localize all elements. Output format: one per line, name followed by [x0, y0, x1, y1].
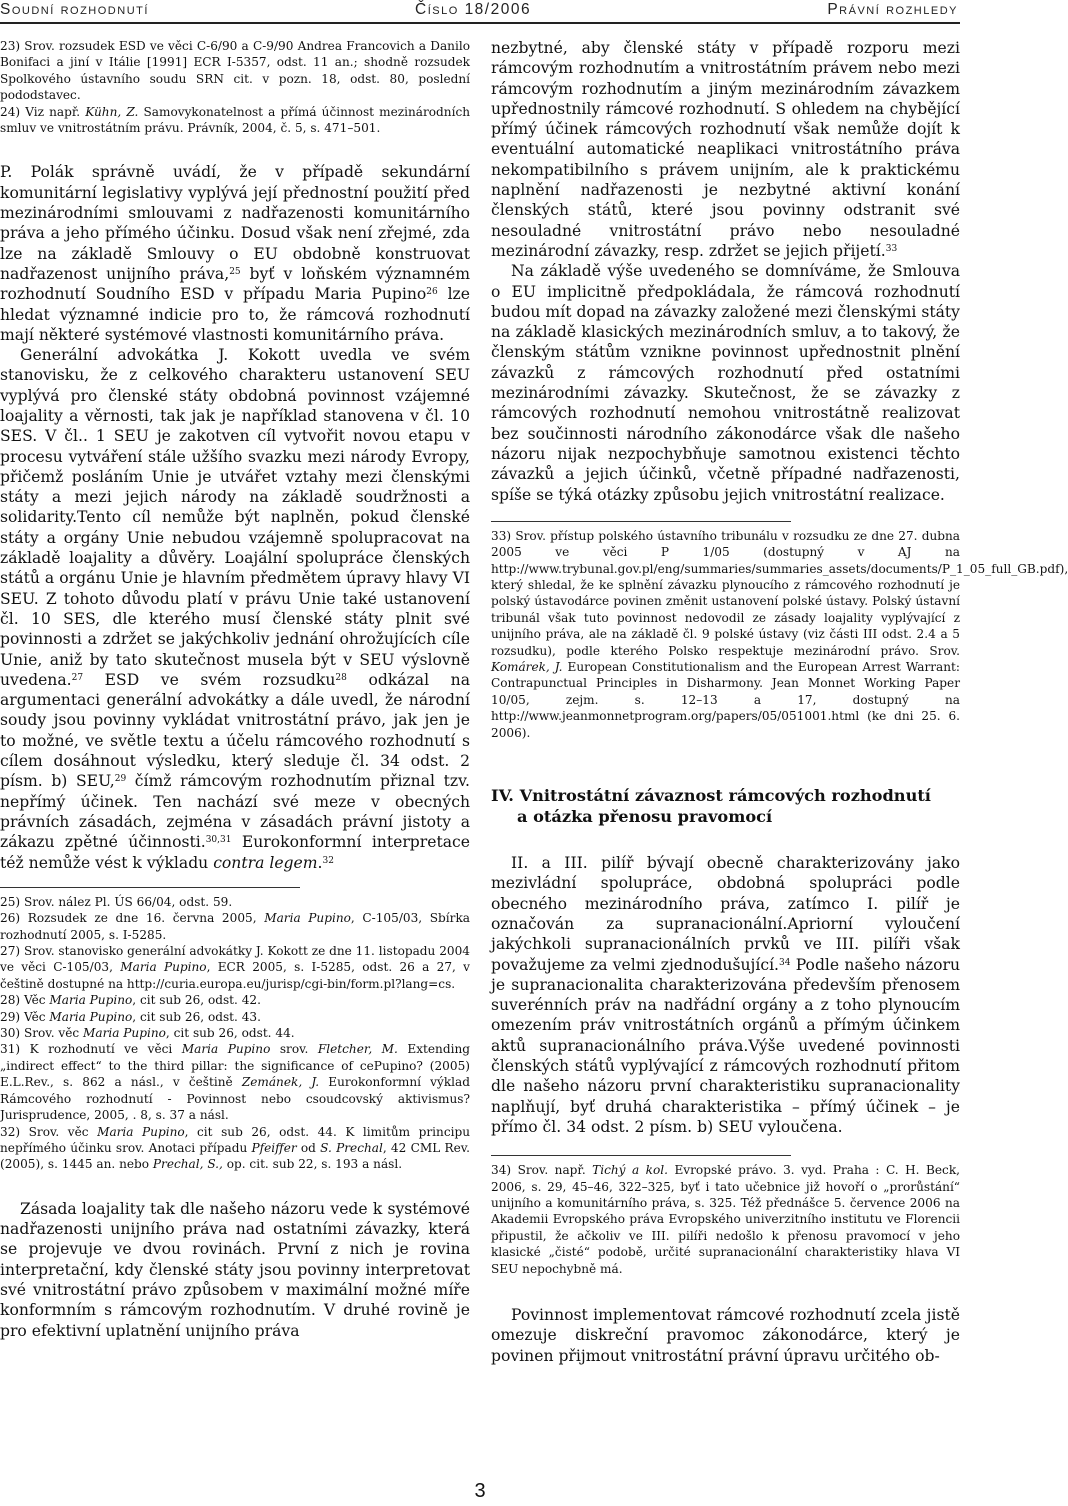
footnote-27: 27) Srov. stanovisko generální advokátky J. Kokott ze dne 11. listopadu 2004 ve věci C-105/03, Maria Pupino, ECR 2005, s. I-5285, odst. 26 a 27, v češtině dostupné na http://curia.europa.eu/jurisp/cgi-bin/form.pl?lang=cs.	[0, 944, 471, 991]
footnote-31: 31) K rozhodnutí ve věci Maria Pupino srov. Fletcher, M. Extending „indirect effect“ to the third pillar: the significance of cePupino? (2005) E.L.Rev., s. 862 a násl., v češtině Zemánek, J. Eurokonformní výklad Rámcového rozhodnutí - Povinnost nebo csoudcovský aktivismus? Jurisprudence, 2005, . 8, s. 37 a násl.	[0, 1042, 470, 1123]
footnote-26: 26) Rozsudek ze dne 16. června 2005, Maria Pupino, C-105/03, Sbírka rozhodnutí 2005, s. I-5285.	[0, 911, 470, 942]
header-issue: Číslo 18/2006	[415, 1, 532, 18]
header-section: Soudní rozhodnutí	[0, 1, 149, 18]
page-number: 3	[474, 1480, 486, 1502]
footnote-24: 24) Viz např. Kühn, Z. Samovykonatelnost a přímá účinnost mezinárodních smluv ve vnitrostátním právu. Právník, 2004, č. 5, s. 471–501.	[0, 104, 471, 136]
paragraph-continuation: nezbytné, aby členské státy v případě rozporu mezi rámcovým rozhodnutím a vnitrostátním právem nebo mezi rámcovým rozhodnutím a jiným mezinárodním závazkem upřednostnily rámcové rozhodnutí. S ohledem na chybějící přímý účinek rámcových rozhodnutí však nemůže dojít k eventuální automatické neaplikaci vnitrostátního práva nekompatibilního s právem unijním, ale k praktickému naplnění nadřazenosti je nezbytné aktivní konání členských států, které jsou povinny odstranit své nesouladné vnitrostátní právo nebo nesouladné mezinárodní závazky, resp. zdržet se jejich přijetí.$^{33}$	[491, 39, 960, 260]
section-heading: IV. Vnitrostátní závaznost rámcových rozhodnutí	[491, 786, 931, 806]
footnote-rule	[0, 887, 300, 888]
footnote-29: 29) Věc Maria Pupino, cit sub 26, odst. 43.	[0, 1009, 261, 1024]
footnote-25: 25) Srov. nález Pl. ÚS 66/04, odst. 59.	[0, 894, 233, 909]
running-header	[0, 0, 960, 24]
paragraph-polak: P. Polák správně uvádí, že v případě sekundární komunitární legislativy vyplývá její přednostní použití před mezinárodními smlouvami z nadřazenosti komunitárního práva a jeho přímého účinku. Dosud však není zřejmé, zda lze na základě Smlouvy o EU obdobně konstruovat nadřazenost unijního práva,$^{25}$ byť v loňském významném rozhodnutí Soudního ESD v případu Maria Pupino$^{26}$ lze hledat významné indicie pro to, že rámcová rozhodnutí mají některé systémové vlastnosti komunitárního práva.	[0, 163, 470, 344]
section-heading-line-2: a otázka přenosu pravomocí	[517, 807, 773, 827]
footnote-23: 23) Srov. rozsudek ESD ve věci C-6/90 a C-9/90 Andrea Francovich a Danilo Bonifaci a jiní v Itálie [1991] ECR I-5357, odst. 11 an.; shodně rozsudek Spolkového ústavního soudu SRN cit. v pozn. 18, odst. 80, poslední pododstavec.	[0, 39, 470, 103]
footnote-30: 30) Srov. věc Maria Pupino, cit sub 26, odst. 44.	[0, 1026, 295, 1041]
right-column	[491, 38, 1068, 1366]
footnote-rule	[491, 521, 791, 522]
footnote-33: 33) Srov. přístup polského ústavního tribunálu v rozsudku ze dne 27. dubna 2005 ve věci P 1/05 (dostupný v AJ na http://www.trybunal.gov.pl/eng/summaries/summaries_assets/documents/P_1_05_full_GB.pdf), který shledal, že ke splnění závazku plynoucího z rámcového rozhodnutí je polský ústavodárce povinen změnit ustanovení polské ústavy. Polský ústavní tribunál však tuto povinnost nedovodil ze zásady loajality vyplývající z unijního práva, ale na základě čl. 9 polské ústavy (viz části III odst. 2.4 a 5 rozsudku), podle kterého Polsko respektuje mezinárodní právo. Srov. Komárek, J. European Constitutionalism and the European Arrest Warrant: Contrapunctual Principles in Disharmony. Jean Monnet Working Paper 10/05, zejm. s. 12–13 a 17, dostupný na http://www.jeanmonnetprogram.org/papers/05/051001.html (ke dni 25. 6. 2006).	[491, 528, 1068, 740]
left-column	[0, 38, 470, 1341]
header-rule	[0, 22, 960, 24]
footnote-rule	[491, 1155, 791, 1156]
paragraph-kokott: Generální advokátka J. Kokott uvedla ve svém stanovisku, že z celkového charakteru ustanovení SEU vyplývá pro členské státy obdobná povinnost vzájemné loajality a věrnosti, tak jak je například stanovena v čl. 10 SES. V čl.. 1 SEU je zakotven cíl vytvořit novou etapu v procesu vytváření stále užšího svazku mezi národy Evropy, přičemž posláním Unie je utvářet vztahy mezi členskými státy a mezi jejich národy na základě soudržnosti a solidarity.Tento cíl nemůže být naplněn, pokud členské státy a orgány Unie nebudou vzájemně spolupracovat na základě loajality a důvěry. Loajální spolupráce členských států a orgánu Unie je hlavním předmětem úpravy hlavy VI SEU. Z tohoto důvodu platí v právu Unie také ustanovení čl. 10 SES, dle kterého musí členské státy plnit své povinnosti a zdržet se jakýchkoliv jednání ohrožujících cíle Unie, aniž by tato skutečnost musela být v SEU výslovně uvedena.$^{27}$ ESD ve svém rozsudku$^{28}$ odkázal na argumentaci generální advokátky a dále uvedl, že národní soudy jsou povinny vykládat vnitrostátní právo, jak jen je to možné, ve světle textu a účelu rámcového rozhodnutí s cílem dosáhnout výsledku, který sleduje čl. 34 odst. 2 písm. b) SEU,$^{29}$ čímž rámcovým rozhodnutím přiznal tzv. nepřímý účinek. Ten nachází své meze v obecných právních zásadách, zejména v zásadách právní jistoty a zákazu zpětné účinnosti.$^{30,31}$ Eurokonformní interpretace též nemůže vést k výkladu contra legem.$^{32}$	[0, 346, 470, 872]
paragraph-loyalty: Zásada loajality tak dle našeho názoru vede k systémové nadřazenosti unijního práva nad ostatními závazky, která se projevuje ve dvou rovinách. První z nich je rovina interpretační, kdy členské státy jsou povinny interpretovat své vnitrostátní právo způsobem v maximální možné míře konformním s rámcovým rozhodnutím. V druhé rovině je pro efektivní uplatnění unijního práva	[0, 1199, 470, 1340]
footnote-28: 28) Věc Maria Pupino, cit sub 26, odst. 42.	[0, 993, 261, 1008]
header-journal: Právní rozhledy	[827, 1, 958, 18]
footnote-34: 34) Srov. např. Tichý a kol. Evropské právo. 3. vyd. Praha : C. H. Beck, 2006, s. 29, 45–46, 322–325, byť i tato učebnice již hovoří o „prorůstání“ unijního a komunitárního práva, s. 325. Též přednášce 5. července 2006 na Akademii Evropského práva Evropského univerzitního institutu ve Florencii připustil, že ačkoliv ve III. pilíři nedošlo k přenosu pravomocí v jeho klasické „čisté“ podobě, určité supranacionální charakteristiky hlava VI SEU nepochybně má.	[491, 1163, 960, 1276]
footnote-32: 32) Srov. věc Maria Pupino, cit sub 26, odst. 44. K limitům principu nepřímého účinku srov. Anotaci případu Pfeiffer od S. Prechal, 42 CML Rev. (2005), s. 1445 an. nebo Prechal, S., op. cit. sub 22, s. 193 a násl.	[0, 1124, 470, 1172]
paragraph-conclusion: Na základě výše uvedeného se domníváme, že Smlouva o EU implicitně předpokládala, že rámcová rozhodnutí budou mít dopad na závazky založené mezi členskými státy na základě klasických mezinárodních smluv, a to takový, že členským státům vznikne povinnost upřednostnit plnění závazků z rámcových rozhodnutí před ostatními mezinárodními závazky. Skutečnost, že se závazky z rámcových rozhodnutí nemohou vnitrostátně realizovat bez součinnosti národního zákonodárce však dle našeho názoru nijak nezpochybňuje samotnou existenci těchto závazků a jejich účinků, včetně případné nadřazenosti, spíše se týká otázky způsobu jejich vnitrostátní realizace.	[491, 262, 960, 504]
paragraph-implementation: Povinnost implementovat rámcové rozhodnutí zcela jistě omezuje diskreční pravomoc zákonodárce, který je povinen přijmout vnitrostátní právní úpravu určitého ob-	[491, 1306, 960, 1365]
paragraph-pillars: II. a III. pilíř bývají obecně charakterizovány jako mezivládní spolupráce, obdobná spolupráci podle obecného mezinárodního práva, zatímco I. pilíř je označován za supranacionální.Apriorní vyloučení jakýchkoli supranacionálních prvků ve III. pilíři však považujeme za velmi zjednodušující.$^{34}$ Podle našeho názoru je supranacionalita charakterizována především přenosem suverénních práv na nadřádní orgány a z toho plynoucím omezením práv vnitrostátních orgánů a přímým účinkem aktů supranacionálního práva.Výše uvedené povinnosti členských států vyplývající z rámcových rozhodnutí přitom dle našeho názoru první charakteristiku supranacionality naplňují, byť druhá charakteristika – přímý účinek – je přímo čl. 34 odst. 2 písm. b) SEU vyloučena.	[491, 854, 961, 1136]
